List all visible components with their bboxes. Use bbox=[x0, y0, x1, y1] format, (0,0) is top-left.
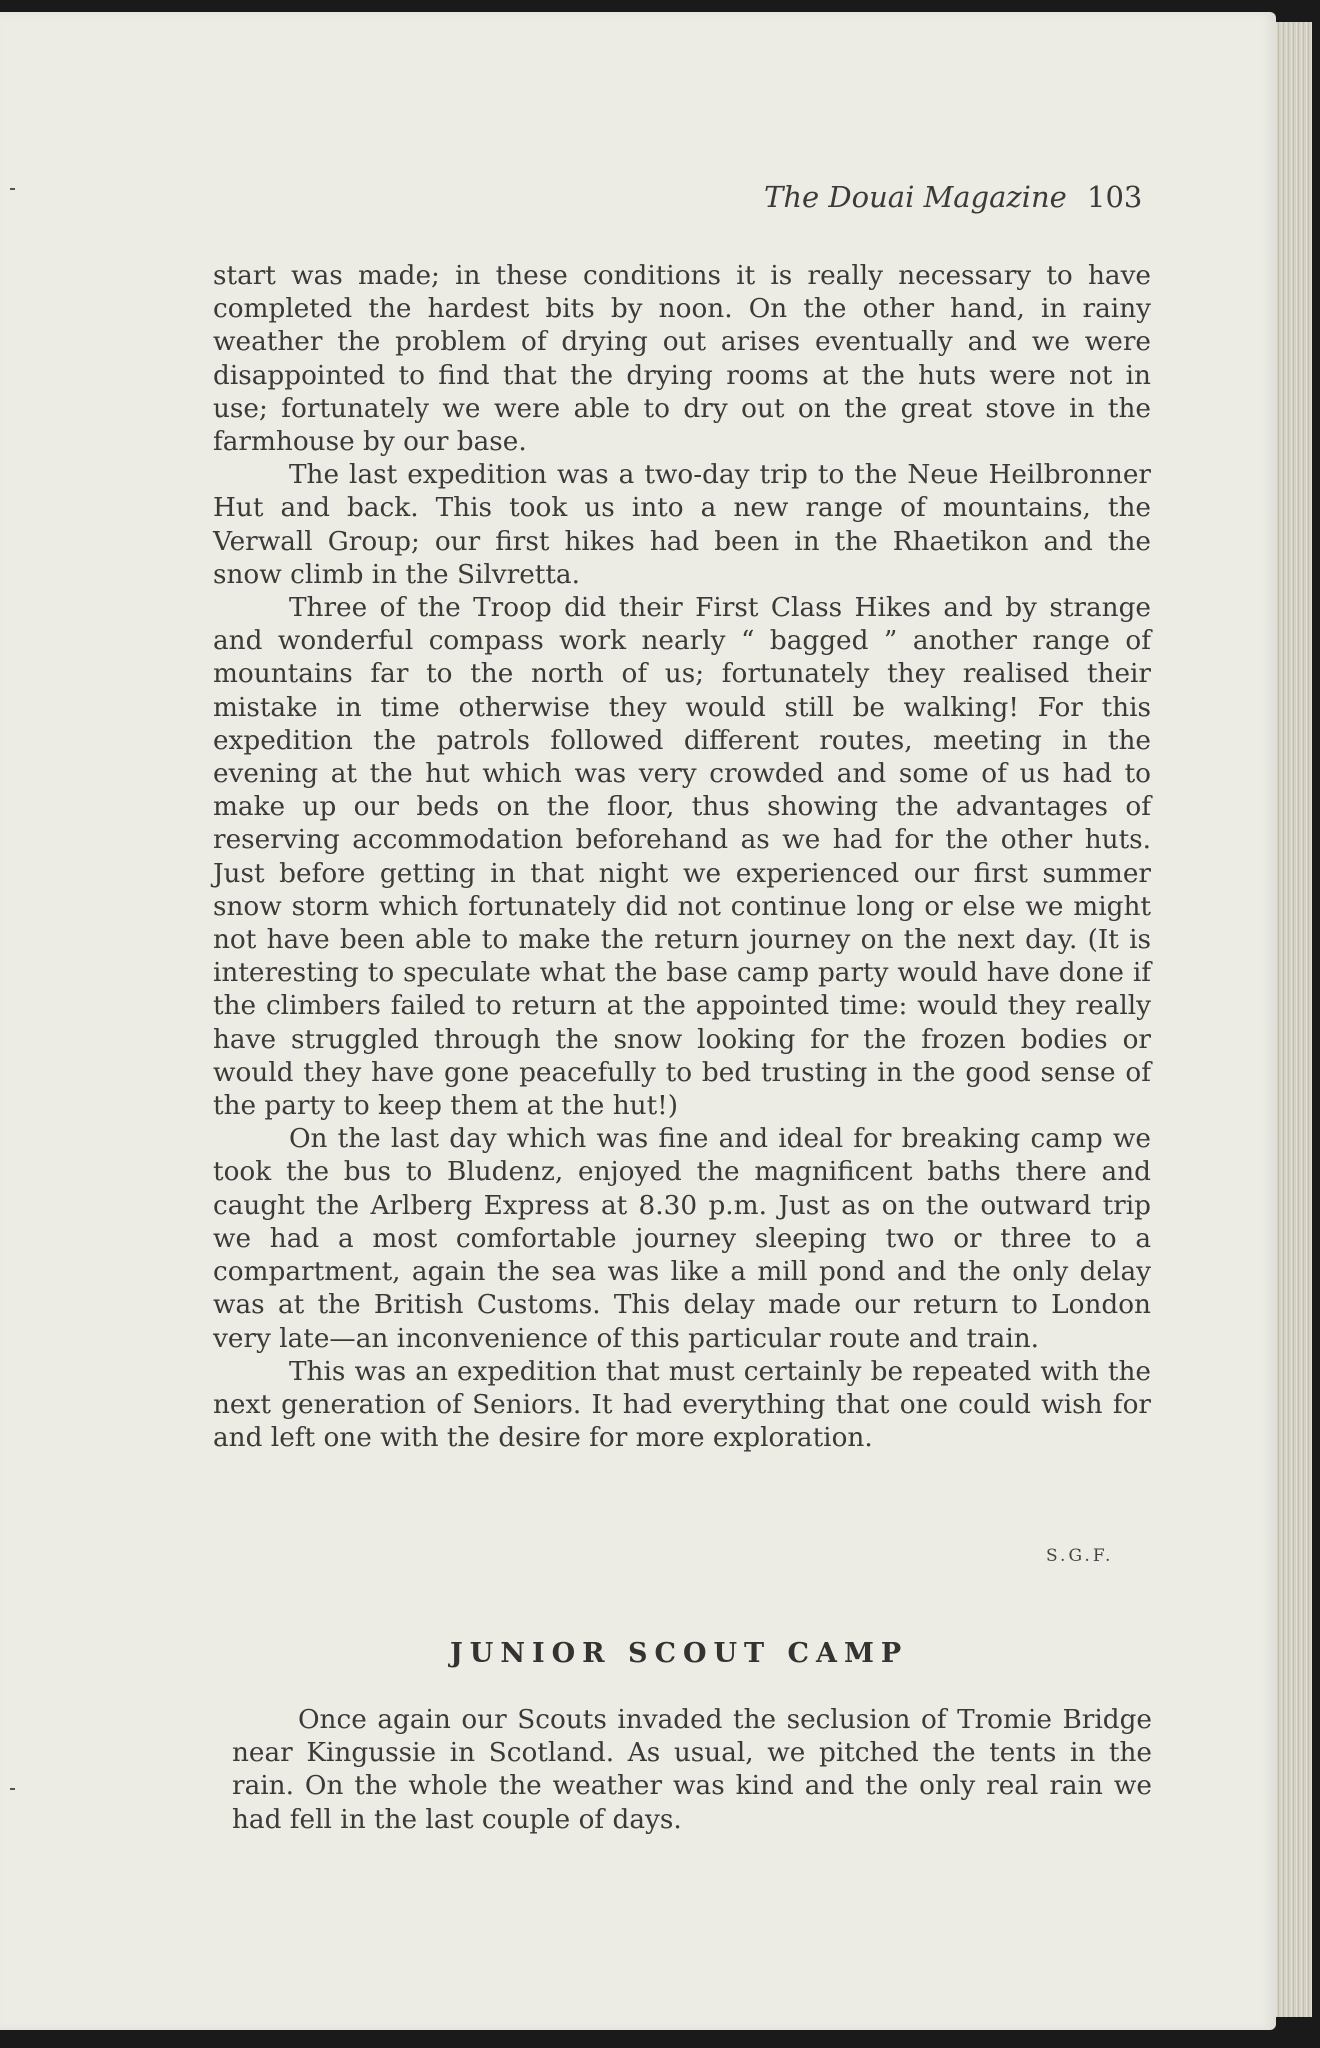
margin-mark bbox=[10, 1788, 15, 1790]
paragraph: On the last day which was fine and ideal for breaking camp we took the bus to Bludenz, enjoyed the magnificent baths there and caught the Arlberg Express at 8.30 p.m. Just as on the outward trip we had a most comfortable journey sleeping two or three to a compartment, again the sea was like a mill pond and the only delay was at the British Customs. This delay made our return to London very late—an inconvenience of this particular route and train. bbox=[213, 1124, 1151, 1354]
article-body bbox=[213, 260, 1151, 1455]
paragraph: Three of the Troop did their First Class Hikes and by strange and wonderful compass work nearly “ bagged ” another range of mountains far to the north of us; fortunately they realised their mistake in time otherwise they would still be walking! For this expedition the patrols followed different routes, meeting in the evening at the hut which was very crowded and some of us had to make up our beds on the floor, thus showing the advantages of reserving accommodation beforehand as we had for the other huts. Just before getting in that night we experienced our first summer snow storm which fortunately did not continue long or else we might not have been able to make the return journey on the next day. (It is interesting to speculate what the base camp party would have done if the climbers failed to return at the appointed time: would they really have struggled through the snow looking for the frozen bodies or would they have gone peacefully to bed trusting in the good sense of the party to keep them at the hut!) bbox=[213, 593, 1151, 1122]
paragraph: Once again our Scouts invaded the seclusion of Tromie Bridge near Kingussie in Scotland. As usual, we pitched the tents in the rain. On the whole the weather was kind and the only real rain we had fell in the last couple of days. bbox=[232, 1705, 1152, 1835]
running-header bbox=[760, 180, 1143, 220]
page-number: 103 bbox=[1087, 180, 1143, 214]
paragraph: This was an expedition that must certainly be repeated with the next generation of Seniors. It had everything that one could wish for and left one with the desire for more exploration. bbox=[213, 1356, 1151, 1454]
paragraph: The last expedition was a two-day trip to the Neue Heilbronner Hut and back. This took us into a new range of mountains, the Verwall Group; our first hikes had been in the Rhaetikon and the snow climb in the Silvretta. bbox=[213, 460, 1151, 590]
paragraph-continuation: start was made; in these conditions it is really necessary to have completed the hardest bits by noon. On the other hand, in rainy weather the problem of drying out arises eventually and we were disappointed to find that the drying rooms at the huts were not in use; fortunately we were able to dry out on the great stove in the farmhouse by our base. bbox=[213, 261, 1151, 458]
margin-mark bbox=[10, 188, 15, 190]
page-sheet bbox=[0, 12, 1276, 2030]
book-page-edges bbox=[1270, 22, 1312, 2017]
author-initials: S.G.F. bbox=[1046, 1546, 1114, 1566]
section-body bbox=[232, 1704, 1152, 1837]
section-heading: JUNIOR SCOUT CAMP bbox=[450, 1638, 909, 1669]
magazine-title: The Douai Magazine bbox=[764, 180, 1067, 214]
